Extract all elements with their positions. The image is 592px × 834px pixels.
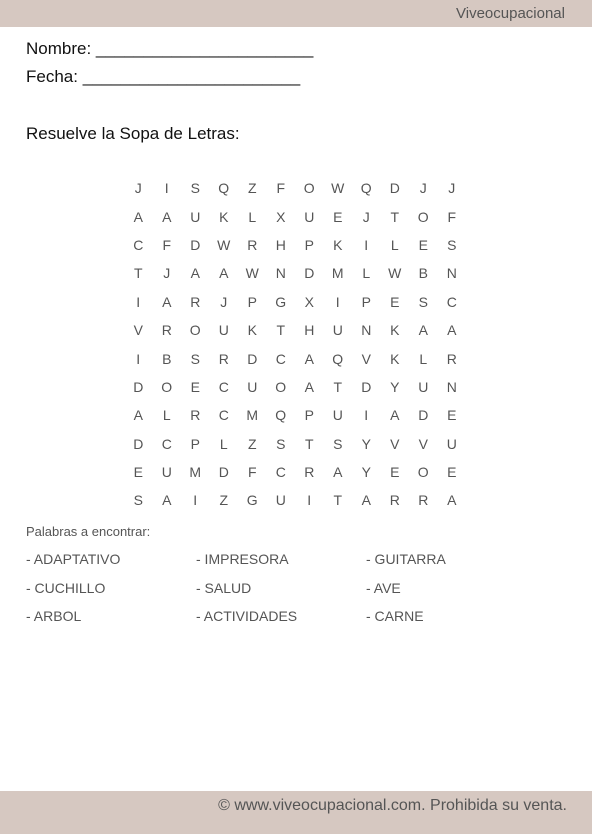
grid-letter[interactable]: J [448,180,456,197]
grid-letter[interactable]: O [275,378,287,395]
grid-letter[interactable]: J [220,293,228,310]
word-item: - CARNE [366,608,424,624]
grid-letter[interactable]: U [161,464,172,481]
grid-letter[interactable]: B [162,350,172,367]
grid-letter[interactable]: R [218,350,229,367]
grid-letter[interactable]: D [218,464,229,481]
grid-letter[interactable]: A [447,492,457,509]
grid-letter[interactable]: T [333,492,343,509]
grid-letter[interactable]: D [304,265,315,282]
grid-letter[interactable]: R [161,322,172,339]
grid-letter[interactable]: A [333,464,343,481]
grid-letter[interactable]: U [446,435,457,452]
grid-letter[interactable]: E [333,208,343,225]
grid-letter[interactable]: L [419,350,428,367]
grid-letter[interactable]: E [447,407,457,424]
grid-letter[interactable]: U [304,208,315,225]
grid-letter[interactable]: L [162,407,171,424]
grid-letter[interactable]: K [219,208,229,225]
grid-letter[interactable]: P [190,435,200,452]
grid-letter[interactable]: D [133,435,144,452]
grid-letter[interactable]: T [333,378,343,395]
grid-letter[interactable]: I [307,492,312,509]
instruction-text: Resuelve la Sopa de Letras: [26,124,240,143]
grid-letter[interactable]: R [418,492,429,509]
grid-letter[interactable]: C [275,350,286,367]
grid-letter[interactable]: R [190,407,201,424]
grid-letter[interactable]: Z [247,180,257,197]
grid-letter[interactable]: K [247,322,257,339]
grid-letter[interactable]: X [304,293,314,310]
grid-letter[interactable]: I [164,180,169,197]
grid-letter[interactable]: Z [219,492,229,509]
grid-letter[interactable]: G [275,293,287,310]
grid-letter[interactable]: D [247,350,258,367]
grid-letter[interactable]: A [447,322,457,339]
grid-letter[interactable]: L [248,208,257,225]
grid-letter[interactable]: A [133,208,143,225]
grid-letter[interactable]: O [189,322,201,339]
word-item: - ARBOL [26,608,82,624]
grid-letter[interactable]: I [136,350,141,367]
grid-letter[interactable]: E [390,464,400,481]
grid-letter[interactable]: T [390,208,400,225]
grid-letter[interactable]: S [276,435,286,452]
grid-letter[interactable]: O [417,208,429,225]
grid-letter[interactable]: D [361,378,372,395]
grid-letter[interactable]: Y [361,435,371,452]
grid-letter[interactable]: U [218,322,229,339]
grid-letter[interactable]: K [333,236,343,253]
word-item: - SALUD [196,579,252,596]
grid-letter[interactable]: J [163,265,171,282]
grid-letter[interactable]: C [218,378,229,395]
grid-letter[interactable]: I [136,293,141,310]
grid-letter[interactable]: I [364,407,369,424]
grid-letter[interactable]: A [162,208,172,225]
word-item: - ACTIVIDADES [196,608,298,624]
name-field[interactable]: Nombre: _______________________ [26,39,314,58]
grid-letter[interactable]: Y [361,464,371,481]
grid-letter[interactable]: J [362,208,370,225]
grid-letter[interactable]: S [418,293,428,310]
grid-letter[interactable]: I [335,293,340,310]
grid-letter[interactable]: C [218,407,229,424]
grid-letter[interactable]: E [447,464,457,481]
grid-letter[interactable]: S [133,492,143,509]
grid-letter[interactable]: A [361,492,371,509]
grid-letter[interactable]: Q [275,407,287,424]
grid-letter[interactable]: O [161,378,173,395]
grid-letter[interactable]: L [362,265,371,282]
grid-letter[interactable]: E [133,464,143,481]
grid-letter[interactable]: Z [247,435,257,452]
grid-letter[interactable]: A [190,265,200,282]
grid-letter[interactable]: V [418,435,428,452]
grid-letter[interactable]: M [331,265,344,282]
grid-letter[interactable]: F [447,208,457,225]
grid-letter[interactable]: T [133,265,143,282]
grid-letter[interactable]: W [331,180,345,197]
word-list [26,549,566,635]
grid-letter[interactable]: U [332,407,343,424]
grid-letter[interactable]: F [247,464,257,481]
grid-letter[interactable]: R [190,293,201,310]
copyright-text: © www.viveocupacional.com. Prohibida su venta. [218,797,567,814]
grid-letter[interactable]: S [190,180,200,197]
grid-letter[interactable]: P [247,293,257,310]
grid-letter[interactable]: W [245,265,259,282]
words-label: Palabras a encontrar: [26,524,151,539]
grid-letter[interactable]: I [364,236,369,253]
grid-letter[interactable]: C [446,293,457,310]
grid-letter[interactable]: V [361,350,371,367]
grid-letter[interactable]: W [388,265,402,282]
grid-letter[interactable]: L [219,435,228,452]
grid-letter[interactable]: K [390,322,400,339]
grid-letter[interactable]: M [189,464,202,481]
grid-letter[interactable]: H [304,322,315,339]
grid-letter[interactable]: T [304,435,314,452]
grid-letter[interactable]: N [275,265,286,282]
grid-letter[interactable]: N [446,378,457,395]
word-item: - AVE [366,579,401,596]
grid-letter[interactable]: A [162,293,172,310]
date-field[interactable]: Fecha: _______________________ [26,67,301,86]
grid-letter[interactable]: N [361,322,372,339]
grid-letter[interactable]: B [418,265,428,282]
grid-letter[interactable]: V [390,435,400,452]
grid-letter[interactable]: U [332,322,343,339]
grid-letter[interactable]: A [304,350,314,367]
grid-letter[interactable]: C [133,236,144,253]
grid-letter[interactable]: C [161,435,172,452]
grid-letter[interactable]: H [275,236,286,253]
grid-letter[interactable]: T [276,322,286,339]
grid-letter[interactable]: D [418,407,429,424]
grid-letter[interactable]: E [190,378,200,395]
grid-letter[interactable]: P [304,407,314,424]
grid-letter[interactable]: Q [218,180,230,197]
grid-letter[interactable]: A [304,378,314,395]
grid-letter[interactable]: N [446,265,457,282]
grid-letter[interactable]: A [162,492,172,509]
grid-letter[interactable]: V [133,322,143,339]
grid-letter[interactable]: R [389,492,400,509]
grid-letter[interactable]: A [133,407,143,424]
grid-letter[interactable]: F [276,180,286,197]
grid-letter[interactable]: D [133,378,144,395]
grid-letter[interactable]: M [246,407,259,424]
grid-letter[interactable]: S [447,236,457,253]
grid-letter[interactable]: Q [332,350,344,367]
word-search-grid [124,174,466,515]
grid-letter[interactable]: O [417,464,429,481]
footer-bar [0,791,592,834]
grid-letter[interactable]: U [418,378,429,395]
grid-letter[interactable]: G [246,492,258,509]
word-item: - IMPRESORA [196,551,289,567]
grid-letter[interactable]: S [190,350,200,367]
grid-letter[interactable]: C [275,464,286,481]
grid-letter[interactable]: D [389,180,400,197]
grid-letter[interactable]: A [418,322,428,339]
brand-name: Viveocupacional [456,5,565,22]
grid-letter[interactable]: X [276,208,286,225]
grid-letter[interactable]: K [390,350,400,367]
grid-letter[interactable]: P [304,236,314,253]
grid-letter[interactable]: D [190,236,201,253]
grid-letter[interactable]: A [219,265,229,282]
grid-letter[interactable]: Y [390,378,400,395]
grid-letter[interactable]: P [361,293,371,310]
grid-letter[interactable]: F [162,236,172,253]
grid-letter[interactable]: E [390,293,400,310]
grid-letter[interactable]: S [333,435,343,452]
grid-letter[interactable]: I [193,492,198,509]
word-item: - ADAPTATIVO [26,551,121,567]
grid-letter[interactable]: U [275,492,286,509]
grid-letter[interactable]: L [390,236,399,253]
grid-letter[interactable]: E [418,236,428,253]
word-item: - CUCHILLO [26,579,106,596]
grid-letter[interactable]: J [419,180,427,197]
header-bar [0,0,592,27]
grid-letter[interactable]: R [304,464,315,481]
grid-letter[interactable]: A [390,407,400,424]
grid-letter[interactable]: U [190,208,201,225]
grid-letter[interactable]: O [303,180,315,197]
grid-letter[interactable]: U [247,378,258,395]
grid-letter[interactable]: Q [360,180,372,197]
grid-letter[interactable]: J [134,180,142,197]
word-item: - GUITARRA [366,551,446,567]
grid-letter[interactable]: R [446,350,457,367]
grid-letter[interactable]: W [217,236,231,253]
grid-letter[interactable]: R [247,236,258,253]
